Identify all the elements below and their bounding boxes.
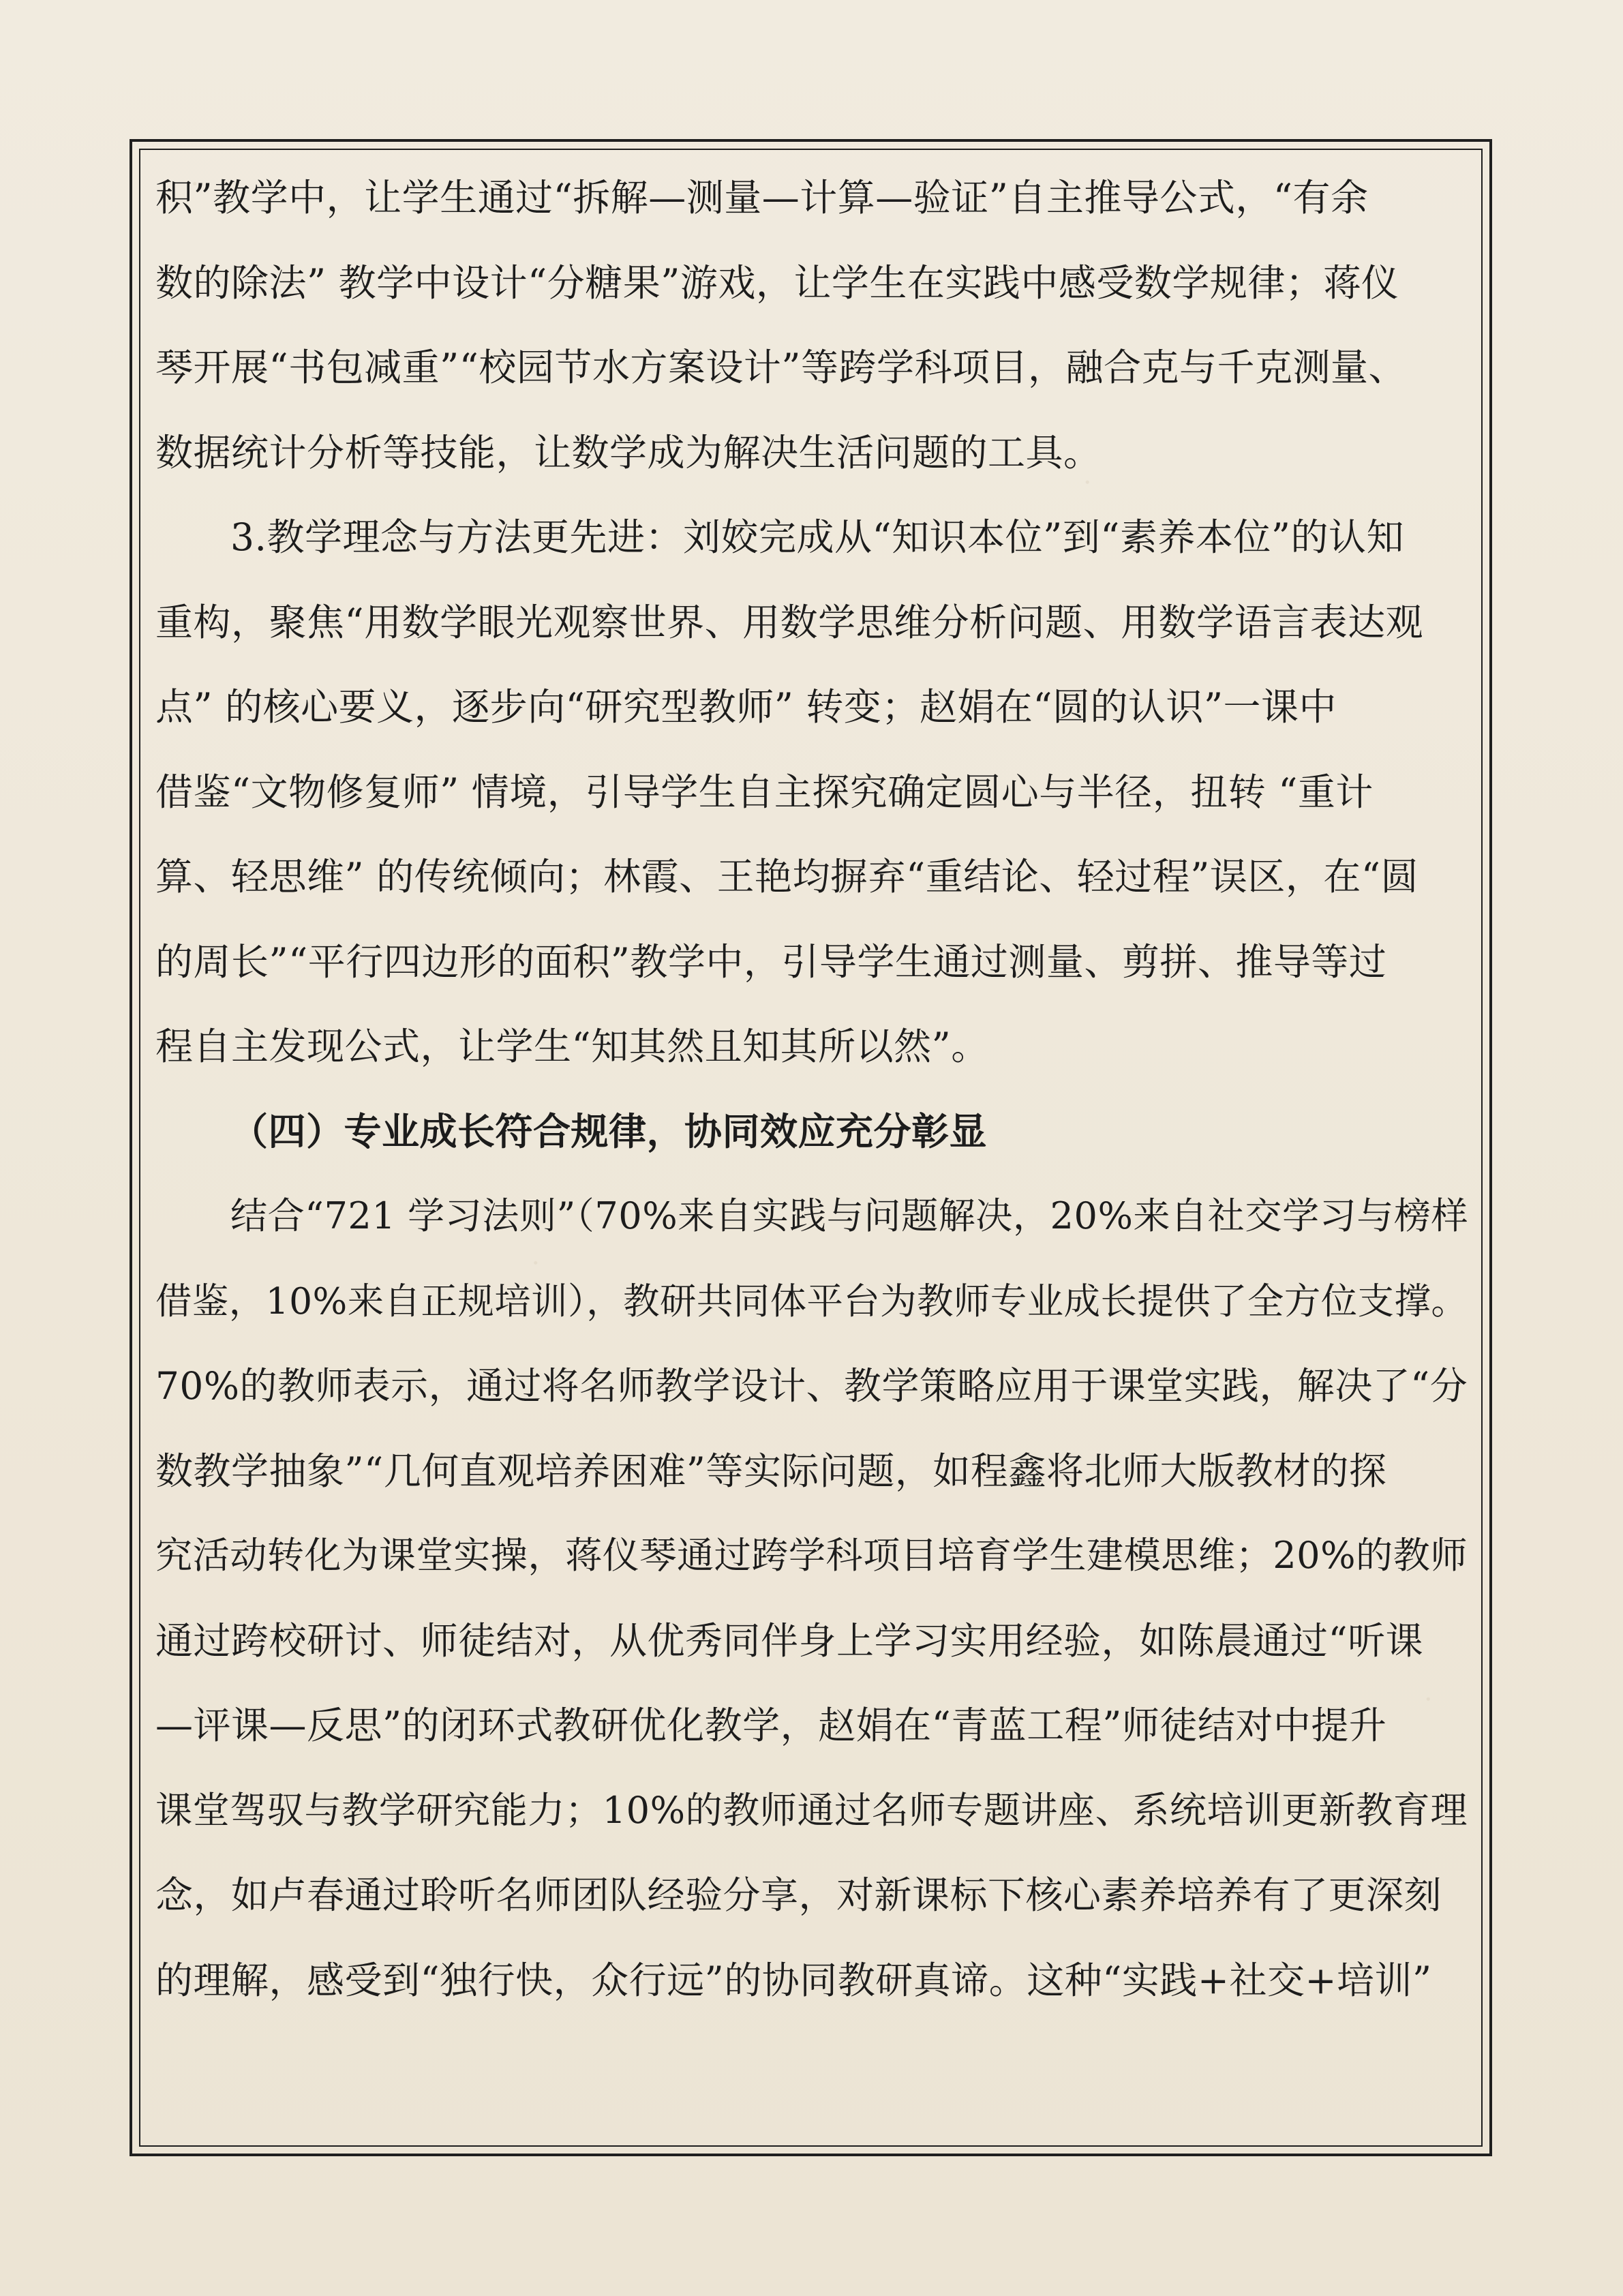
text-line: 点” 的核心要义，逐步向“研究型教师” 转变；赵娟在“圆的认识”一课中 xyxy=(155,685,1337,729)
text-line: 的理解，感受到“独行快，众行远”的协同教研真谛。这种“实践+社交+培训” xyxy=(155,1958,1432,2002)
text-line: 念，如卢春通过聆听名师团队经验分享，对新课标下核心素养培养有了更深刻 xyxy=(155,1873,1442,1917)
text-line: 重构，聚焦“用数学眼光观察世界、用数学思维分析问题、用数学语言表达观 xyxy=(155,600,1424,644)
text-line: 课堂驾驭与教学研究能力；10%的教师通过名师专题讲座、系统培训更新教育理 xyxy=(155,1788,1468,1832)
text-line: 借鉴，10%来自正规培训），教研共同体平台为教师专业成长提供了全方位支撑。 xyxy=(155,1279,1468,1323)
text-line: 70%的教师表示，通过将名师教学设计、教学策略应用于课堂实践，解决了“分 xyxy=(155,1364,1468,1408)
text-line: 结合“721 学习法则”（70%来自实践与问题解决，20%来自社交学习与榜样 xyxy=(230,1194,1469,1237)
text-line: 琴开展“书包减重”“校园节水方案设计”等跨学科项目，融合克与千克测量、 xyxy=(155,346,1406,389)
text-line: 程自主发现公式，让学生“知其然且知其所以然”。 xyxy=(155,1025,989,1068)
text-line: 数的除法” 教学中设计“分糖果”游戏，让学生在实践中感受数学规律；蒋仪 xyxy=(155,260,1399,305)
text-line: 通过跨校研讨、师徒结对，从优秀同伴身上学习实用经验，如陈晨通过“听课 xyxy=(155,1618,1424,1663)
section-heading: （四）专业成长符合规律，协同效应充分彰显 xyxy=(230,1109,988,1153)
text-line: 数据统计分析等技能，让数学成为解决生活问题的工具。 xyxy=(155,430,1102,474)
text-line: —评课—反思”的闭环式教研优化教学，赵娟在“青蓝工程”师徒结对中提升 xyxy=(155,1704,1387,1747)
text-line: 借鉴“文物修复师” 情境，引导学生自主探究确定圆心与半径，扭转 “重计 xyxy=(155,770,1374,814)
text-line: 数教学抽象”“几何直观培养困难”等实际问题，如程鑫将北师大版教材的探 xyxy=(155,1449,1387,1493)
text-line: 积”教学中，让学生通过“拆解—测量—计算—验证”自主推导公式，“有余 xyxy=(155,176,1369,220)
text-line: 的周长”“平行四边形的面积”教学中，引导学生通过测量、剪拼、推导等过 xyxy=(155,939,1387,984)
text-line: 究活动转化为课堂实操，蒋仪琴通过跨学科项目培育学生建模思维；20%的教师 xyxy=(155,1534,1468,1577)
text-line: 3.教学理念与方法更先进：刘姣完成从“知识本位”到“素养本位”的认知 xyxy=(230,515,1404,559)
text-line: 算、轻思维” 的传统倾向；林霞、王艳均摒弃“重结论、轻过程”误区，在“圆 xyxy=(155,855,1419,898)
document-body xyxy=(155,155,1468,2023)
